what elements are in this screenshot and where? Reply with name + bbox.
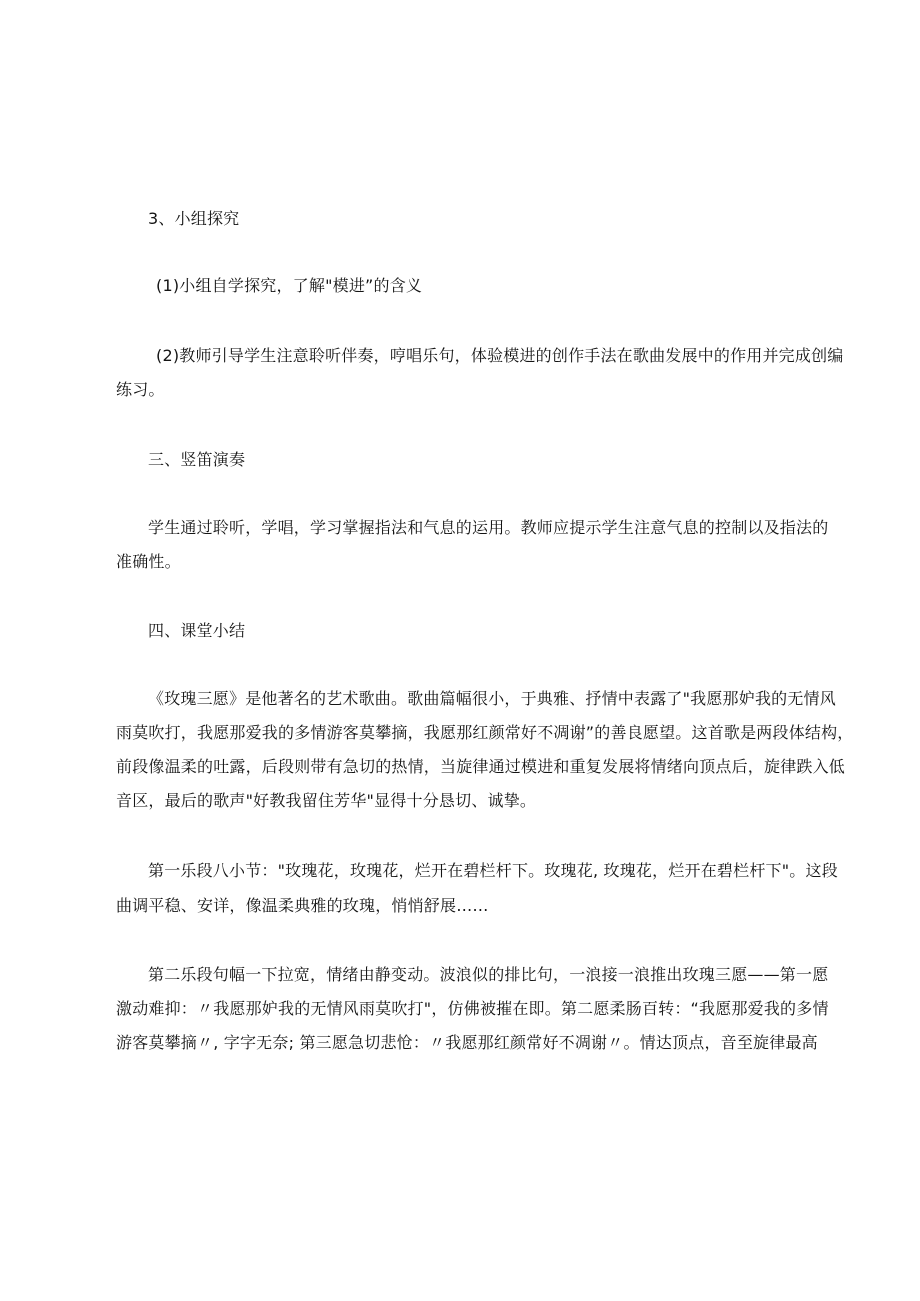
- summary-paragraph-2-line-1: 第一乐段八小节："玫瑰花，玫瑰花，烂开在碧栏杆下。玫瑰花, 玫瑰花，烂开在碧栏杆下"。这段: [148, 861, 838, 880]
- summary-paragraph-3-line-3: 游客莫攀摘〃, 字字无奈; 第三愿急切悲怆：〃我愿那红颜常好不凋谢〃。情达顶点，音至旋律最高: [116, 1033, 818, 1052]
- section-heading-group-inquiry: 3、小组探究: [148, 209, 240, 228]
- summary-paragraph-3-line-1: 第二乐段句幅一下拉宽，情绪由静变动。波浪似的排比句，一浪接一浪推出玫瑰三愿——第一愿: [148, 965, 829, 984]
- list-item-self-study: (1)小组自学探究，了解"模进”的含义: [156, 276, 423, 295]
- section-heading-recorder: 三、竖笛演奏: [148, 450, 246, 469]
- recorder-paragraph-line-2: 准确性。: [116, 552, 181, 571]
- recorder-paragraph-line-1: 学生通过聆听，学唱，学习掌握指法和气息的运用。教师应提示学生注意气息的控制以及指法的: [148, 518, 829, 537]
- list-item-teacher-guide-line-1: (2)教师引导学生注意聆听伴奏，哼唱乐句，体验模进的创作手法在歌曲发展中的作用并完成创编: [156, 346, 844, 365]
- summary-paragraph-3-line-2: 激动难抑：〃我愿那妒我的无情风雨莫吹打"，仿佛被摧在即。第二愿柔肠百转：“我愿那爱我的多情: [116, 999, 829, 1018]
- summary-paragraph-2-line-2: 曲调平稳、安详，像温柔典雅的玫瑰，悄悄舒展……: [116, 896, 489, 915]
- list-item-teacher-guide-line-2: 练习。: [116, 380, 165, 399]
- summary-paragraph-1-line-4: 音区，最后的歌声"好教我留住芳华"显得十分恳切、诚挚。: [116, 791, 537, 810]
- summary-paragraph-1-line-2: 雨莫吹打，我愿那爱我的多情游客莫攀摘，我愿那红颜常好不凋谢”的善良愿望。这首歌是两段体结构，: [116, 723, 854, 742]
- summary-paragraph-1-line-1: 《玫瑰三愿》是他著名的艺术歌曲。歌曲篇幅很小，于典雅、抒情中表露了"我愿那妒我的无情风: [148, 689, 836, 708]
- summary-paragraph-1-line-3: 前段像温柔的吐露，后段则带有急切的热情，当旋律通过模进和重复发展将情绪向顶点后，旋律跌入低: [116, 757, 846, 776]
- section-heading-summary: 四、课堂小结: [148, 621, 246, 640]
